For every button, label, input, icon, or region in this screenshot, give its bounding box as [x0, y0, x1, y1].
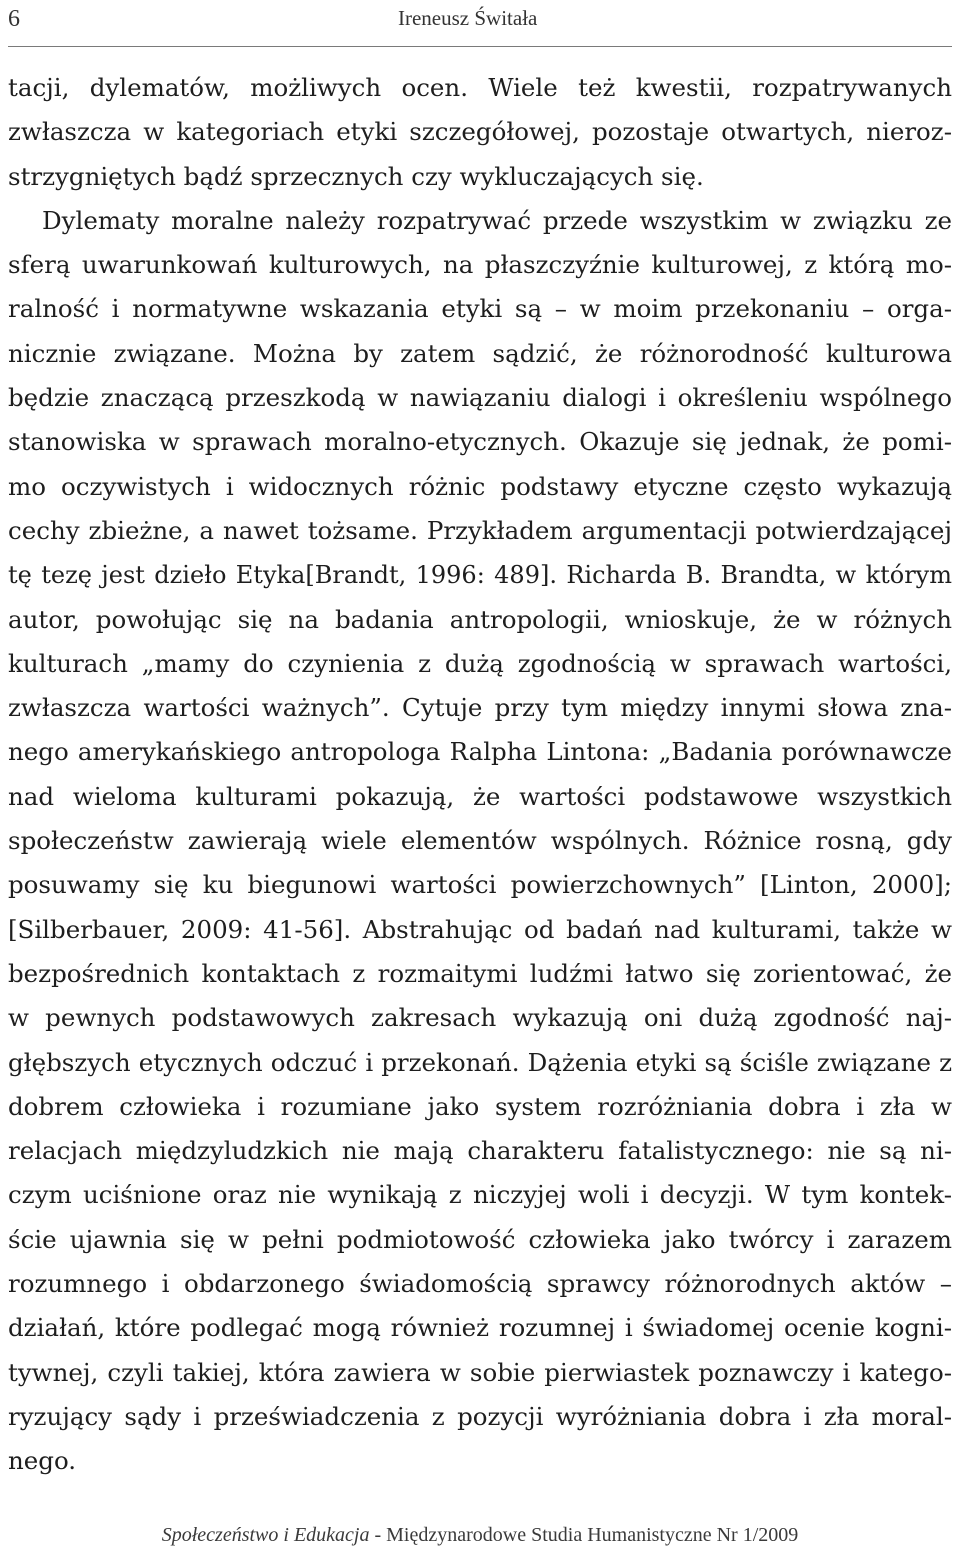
body-text [8, 66, 952, 1484]
text-line-indented: Dylematy moralne należy rozpatrywać przede wszystkim w związku ze [42, 205, 952, 235]
text-line: zwłaszcza wartości ważnych”. Cytuje przy tym między innymi słowa zna- [8, 693, 952, 723]
text-line: ście ujawnia się w pełni podmiotowość człowieka jako twórcy i zarazem [8, 1224, 952, 1254]
text-line: tacji, dylematów, możliwych ocen. Wiele też kwestii, rozpatrywanych [8, 73, 952, 102]
text-line: tywnej, czyli takiej, która zawiera w sobie pierwiastek poznawczy i katego- [8, 1357, 952, 1387]
text-line: dobrem człowieka i rozumiane jako system rozróżniania dobra i zła w [8, 1091, 952, 1121]
text-line: strzygniętych bądź sprzecznych czy wykluczających się. [8, 161, 704, 191]
page-header [8, 0, 952, 47]
text-line: czym uciśnione oraz nie wynikają z niczyjej woli i decyzji. W tym kontek- [8, 1180, 952, 1210]
footer-journal-subtitle: - Międzynarodowe Studia Humanistyczne Nr 1/2009 [369, 1524, 799, 1546]
text-line: sferą uwarunkowań kulturowych, na płaszczyźnie kulturowej, z którą mo- [8, 250, 952, 280]
text-line: nego. [8, 1446, 77, 1476]
running-head-author: Ireneusz Świtała [398, 6, 538, 30]
text-line: cechy zbieżne, a nawet tożsame. Przykładem argumentacji potwierdzającej [8, 515, 952, 545]
text-line: głębszych etycznych odczuć i przekonań. Dążenia etyki są ściśle związane z [8, 1047, 952, 1077]
text-line: kulturach „mamy do czynienia z dużą zgodnością w sprawach wartości, [8, 648, 952, 678]
text-line: zwłaszcza w kategoriach etyki szczegółowej, pozostaje otwartych, nieroz- [8, 117, 952, 147]
page-footer [0, 1524, 960, 1547]
text-line: tę tezę jest dzieło Etyka[Brandt, 1996: 489]. Richarda B. Brandta, w którym [8, 561, 952, 590]
text-line: mo oczywistych i widocznych różnic podstawy etyczne często wykazują [8, 471, 952, 501]
text-line: ralność i normatywne wskazania etyki są – w moim przekonaniu – orga- [8, 294, 952, 324]
text-line: relacjach międzyludzkich nie mają charakteru fatalistycznego: nie są ni- [8, 1136, 952, 1166]
text-line: w pewnych podstawowych zakresach wykazują oni dużą zgodność naj- [8, 1003, 952, 1033]
text-line: stanowiska w sprawach moralno-etycznych. Okazuje się jednak, że pomi- [8, 427, 952, 457]
text-line: bezpośrednich kontaktach z rozmaitymi ludźmi łatwo się zorientować, że [8, 958, 952, 988]
text-line: posuwamy się ku biegunowi wartości powierzchownych” [Linton, 2000]; [8, 870, 952, 900]
text-line: nego amerykańskiego antropologa Ralpha Lintona: „Badania porównawcze [8, 737, 952, 767]
footer-journal-title: Społeczeństwo i Edukacja [161, 1524, 370, 1546]
text-line: społeczeństw zawierają wiele elementów wspólnych. Różnice rosną, gdy [8, 826, 952, 856]
text-line: autor, powołując się na badania antropologii, wnioskuje, że w różnych [8, 604, 952, 634]
text-line: [Silberbauer, 2009: 41-56]. Abstrahując od badań nad kulturami, także w [8, 914, 952, 944]
text-line: działań, które podlegać mogą również rozumnej i świadomej ocenie kogni- [8, 1313, 952, 1343]
text-line: nad wieloma kulturami pokazują, że wartości podstawowe wszystkich [8, 781, 952, 811]
text-line: będzie znaczącą przeszkodą w nawiązaniu dialogi i określeniu wspólnego [8, 383, 952, 413]
page-number: 6 [8, 6, 20, 32]
text-line: ryzujący sądy i przeświadczenia z pozycji wyróżniania dobra i zła moral- [8, 1401, 952, 1431]
text-line: nicznie związane. Można by zatem sądzić, że różnorodność kulturowa [8, 338, 952, 368]
text-line: rozumnego i obdarzonego świadomością sprawcy różnorodnych aktów – [8, 1269, 952, 1299]
